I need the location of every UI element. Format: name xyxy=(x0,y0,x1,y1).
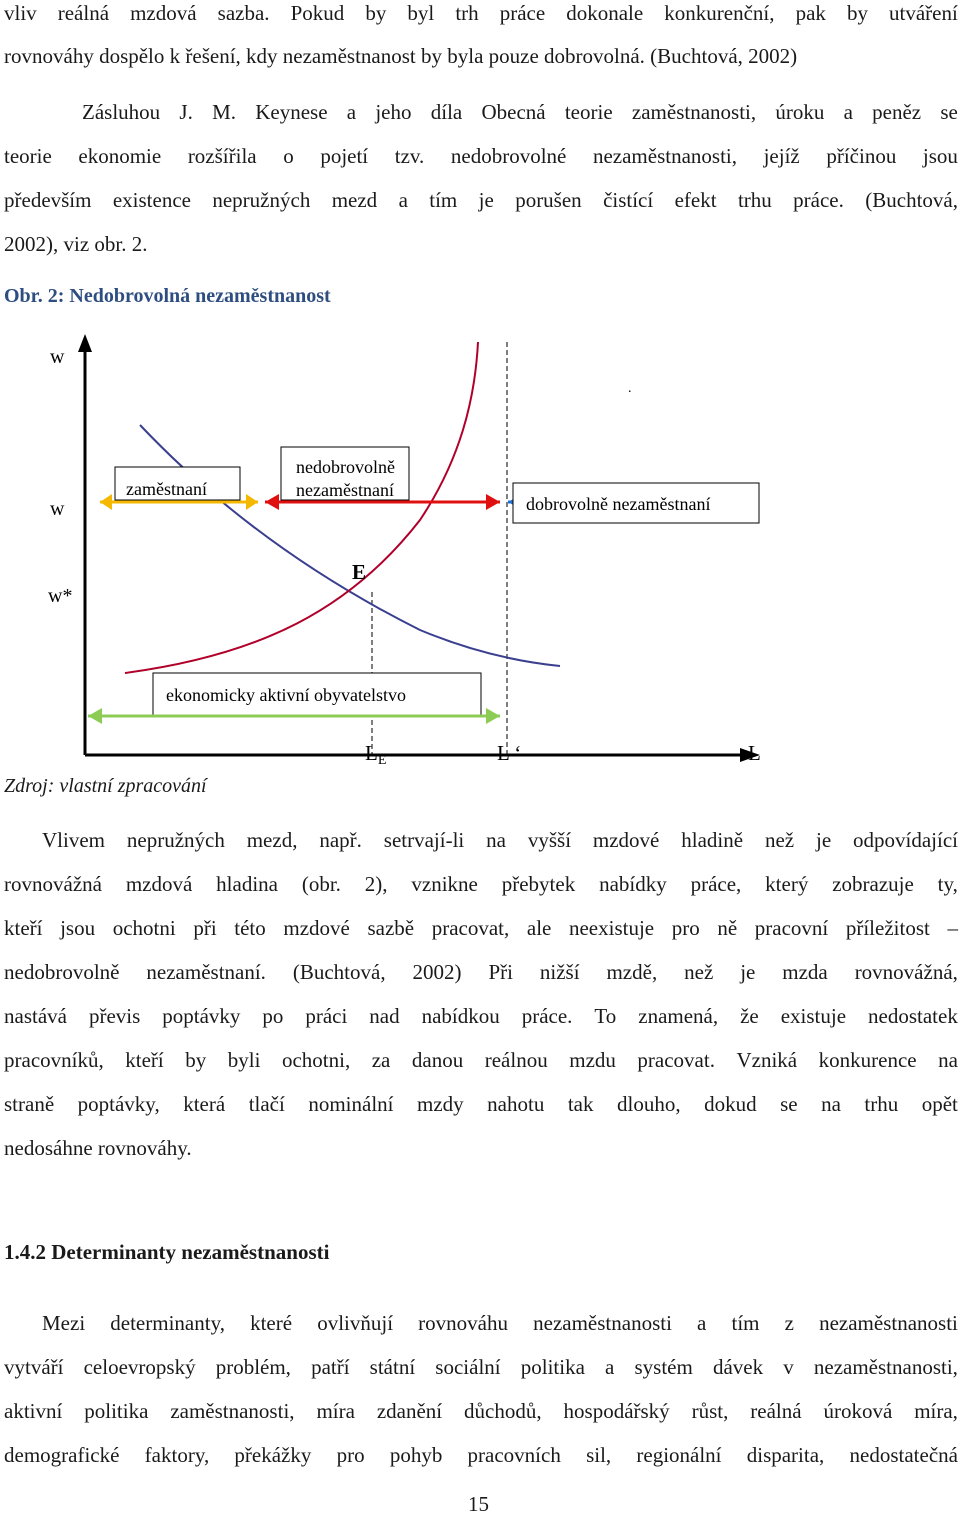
text-line: vliv reálná mzdová sazba. Pokud by byl trh práce dokonale konkurenční, pak by utváření xyxy=(4,1,958,25)
y-axis-label: w xyxy=(50,346,65,368)
x-axis-label: L xyxy=(748,741,761,765)
section-heading: 1.4.2 Determinanty nezaměstnanosti xyxy=(4,1240,330,1264)
text-line: kteří jsou ochotni při této mzdové sazbě pracovat, ale neexistuje pro ně pracovní příležitost – xyxy=(4,916,958,940)
text-line: 2002), viz obr. 2. xyxy=(4,232,148,256)
text-line: především existence nepružných mezd a tím je porušen čistící efekt trhu práce. (Buchtová, xyxy=(4,188,958,212)
equilibrium-label: E xyxy=(352,560,367,584)
figure-diagram xyxy=(0,330,960,780)
text-line: nedosáhne rovnováhy. xyxy=(4,1136,192,1160)
text-line: teorie ekonomie rozšířila o pojetí tzv. nedobrovolné nezaměstnanosti, jejíž příčinou jsou xyxy=(4,144,958,168)
y-axis-arrowhead xyxy=(78,334,92,352)
text-line: aktivní politika zaměstnanosti, míra zdanění důchodů, hospodářský růst, reálná úroková míra, xyxy=(4,1399,958,1423)
text-line: vytváří celoevropský problém, patří státní sociální politika a systém dávek v nezaměstnanosti, xyxy=(4,1355,958,1379)
text-line: demografické faktory, překážky pro pohyb pracovních sil, regionální disparita, nedostatečná xyxy=(4,1443,958,1467)
figure-source: Zdroj: vlastní zpracování xyxy=(4,775,207,797)
voluntary-label: dobrovolně nezaměstnaní xyxy=(526,494,711,514)
text-line: rovnováhy dospělo k řešení, kdy nezaměstnanost by byla pouze dobrovolná. (Buchtová, 2002) xyxy=(4,44,798,68)
employed-label: zaměstnaní xyxy=(126,479,207,499)
text-line: Vlivem nepružných mezd, např. setrvají-li na vyšší mzdové hladině než je odpovídající xyxy=(42,828,958,852)
text-line: nastává převis poptávky po práci nad nabídkou práce. To znamená, že existuje nedostatek xyxy=(4,1004,958,1028)
le-label: LE xyxy=(365,741,387,768)
supply-curve xyxy=(125,342,478,673)
w-label: w xyxy=(50,498,65,520)
figure-title: Obr. 2: Nedobrovolná nezaměstnanost xyxy=(4,285,331,307)
wstar-label: w* xyxy=(48,585,73,607)
text-line: nedobrovolně nezaměstnaní. (Buchtová, 2002) Při nižší mzdě, než je mzda rovnovážná, xyxy=(4,960,958,984)
lprime-label: L ‘ xyxy=(497,741,522,765)
involuntary-label-line1: nedobrovolně xyxy=(296,457,395,477)
page-number: 15 xyxy=(468,1492,489,1516)
text-line: pracovníků, kteří by byli ochotni, za danou reálnou mzdu pracovat. Vzniká konkurence na xyxy=(4,1048,958,1072)
active-pop-label: ekonomicky aktivní obyvatelstvo xyxy=(166,685,406,705)
involuntary-label-line2: nezaměstnaní xyxy=(296,480,394,500)
text-line: straně poptávky, která tlačí nominální mzdy nahotu tak dlouho, dokud se na trhu opět xyxy=(4,1092,958,1116)
dot-mark: . xyxy=(628,381,632,396)
text-line: Mezi determinanty, které ovlivňují rovnováhu nezaměstnanosti a tím z nezaměstnanosti xyxy=(42,1311,958,1335)
text-line: rovnovážná mzdová hladina (obr. 2), vznikne přebytek nabídky práce, který zobrazuje ty, xyxy=(4,872,958,896)
text-line: Zásluhou J. M. Keynese a jeho díla Obecná teorie zaměstnanosti, úroku a peněz se xyxy=(82,100,958,124)
